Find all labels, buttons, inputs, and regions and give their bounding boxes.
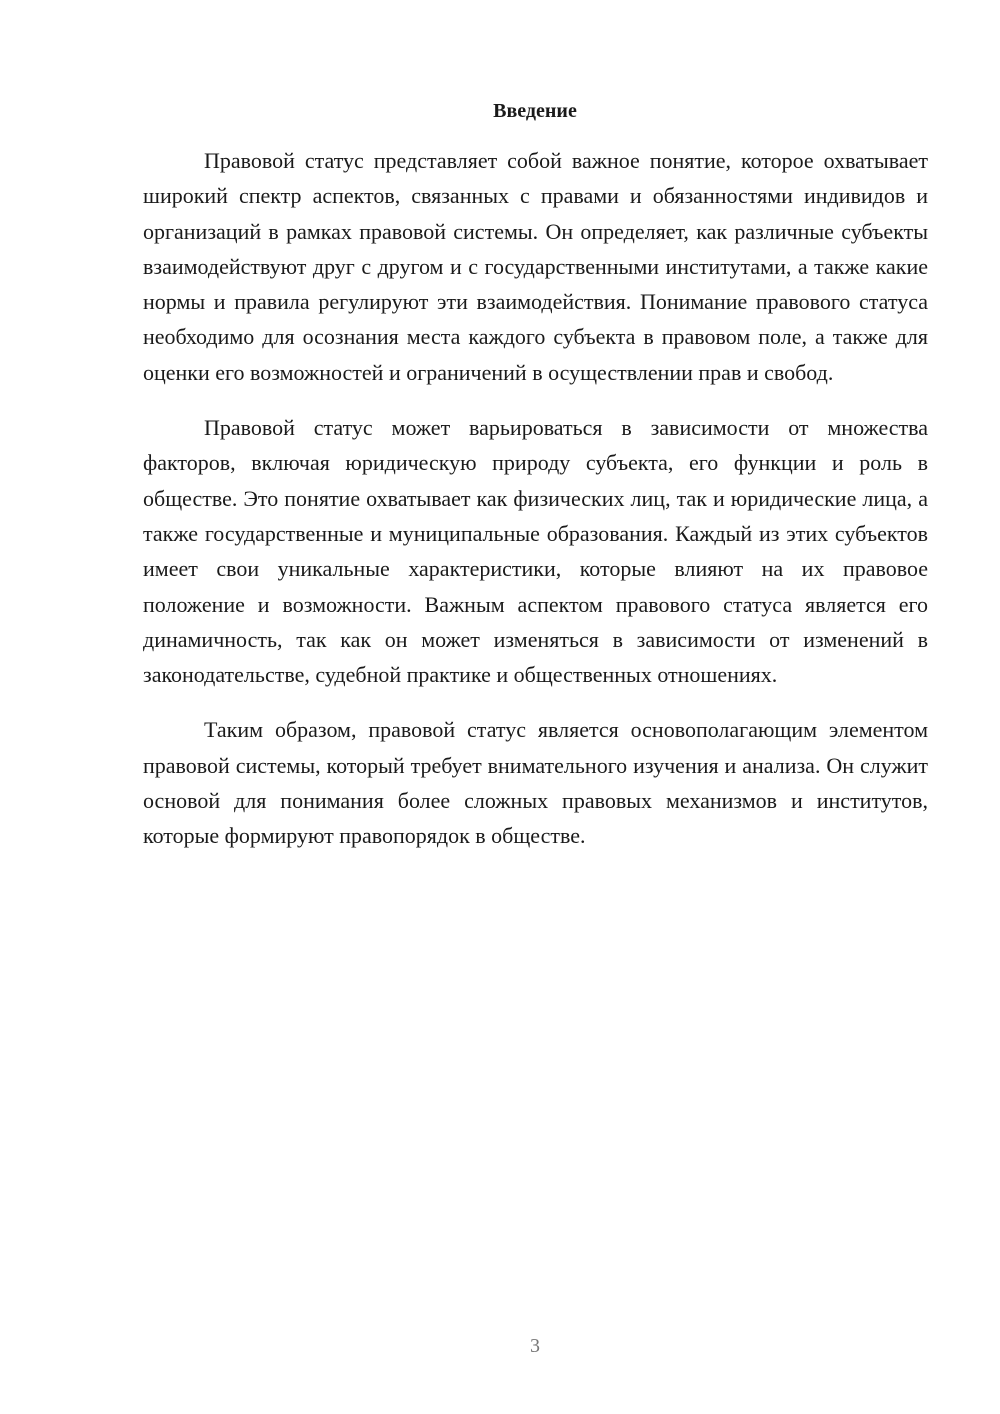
paragraph-3: Таким образом, правовой статус является основополагающим элементом правовой системы, который требует внимательного изучения и анализа. Он служит основой для понимания более сложных правовых механизмов и институтов, которые формируют правопорядок в обществе. [143,717,928,849]
section-heading: Введение [493,100,577,122]
paragraph-1: Правовой статус представляет собой важное понятие, которое охватывает широкий спектр аспектов, связанных с правами и обязанностями индивидов и организаций в рамках правовой системы. Он определяет, как различные субъекты взаимодействуют друг с другом и с государственными институтами, а также какие нормы и правила регулируют эти взаимодействия. Понимание правового статуса необходимо для осознания места каждого субъекта в правовом поле, а также для оценки его возможностей и ограничений в осуществлении прав и свобод. [143,148,928,385]
page-number: 3 [530,1335,540,1357]
body-text [143,143,928,874]
paragraph-2: Правовой статус может варьироваться в зависимости от множества факторов, включая юридическую природу субъекта, его функции и роль в обществе. Это понятие охватывает как физических лиц, так и юридические лица, а также государственные и муниципальные образования. Каждый из этих субъектов имеет свои уникальные характеристики, которые влияют на их правовое положение и возможности. Важным аспектом правового статуса является его динамичность, так как он может изменяться в зависимости от изменений в законодательстве, судебной практике и общественных отношениях. [143,415,928,688]
